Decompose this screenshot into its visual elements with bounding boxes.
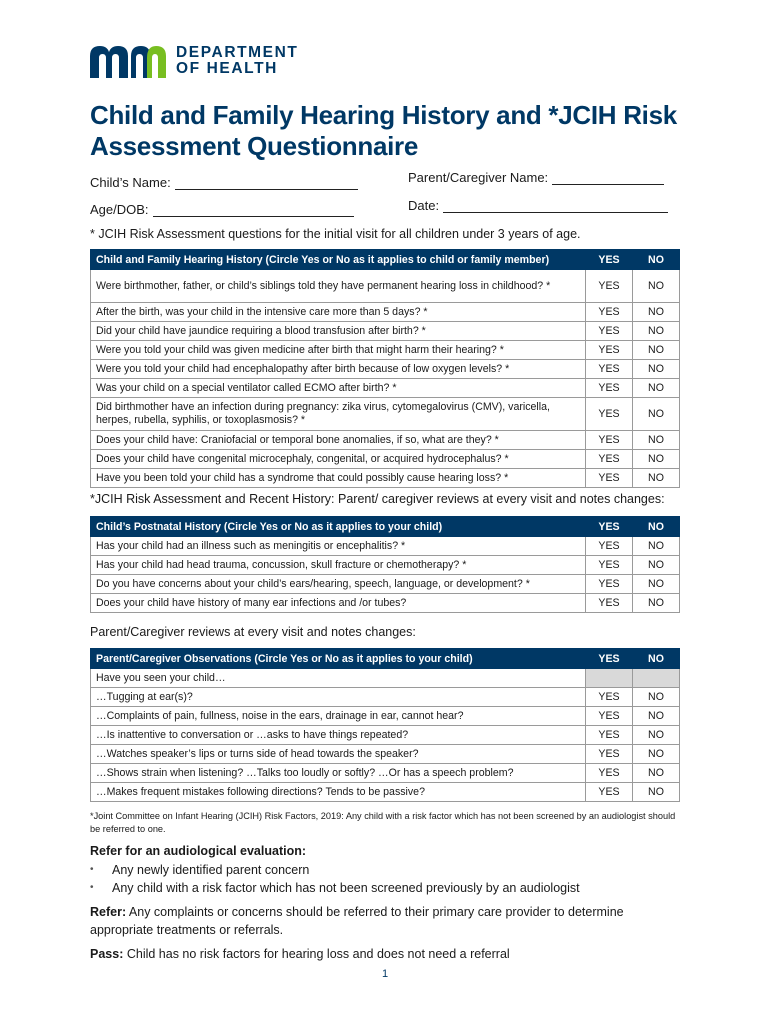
pass-paragraph — [90, 945, 660, 963]
no-option[interactable]: NO — [633, 469, 680, 488]
yes-option[interactable]: YES — [586, 688, 633, 707]
no-option[interactable]: NO — [633, 707, 680, 726]
table-header-label: Child and Family Hearing History (Circle Yes or No as it applies to child or family member) — [91, 250, 586, 270]
postnatal-history-table — [90, 516, 680, 613]
yes-header: YES — [586, 517, 633, 537]
mdh-logo — [90, 44, 299, 78]
empty-cell — [586, 669, 633, 688]
list-item-text: Any newly identified parent concern — [112, 863, 310, 877]
question-text: Did your child have jaundice requiring a blood transfusion after birth? * — [91, 322, 586, 341]
yes-option[interactable]: YES — [586, 764, 633, 783]
no-option[interactable]: NO — [633, 764, 680, 783]
table-header — [91, 250, 680, 270]
table-row — [91, 575, 680, 594]
yes-option[interactable]: YES — [586, 707, 633, 726]
age-dob-line[interactable] — [153, 203, 354, 217]
table-row — [91, 726, 680, 745]
no-option[interactable]: NO — [633, 322, 680, 341]
lead-text: Have you seen your child… — [91, 669, 586, 688]
age-dob-field[interactable] — [90, 202, 354, 217]
yes-option[interactable]: YES — [586, 783, 633, 802]
yes-option[interactable]: YES — [586, 726, 633, 745]
bullet-icon: • — [90, 864, 94, 875]
question-text: Does your child have: Craniofacial or temporal bone anomalies, if so, what are they? * — [91, 431, 586, 450]
logo-line2: OF HEALTH — [176, 60, 278, 77]
page-title: Child and Family Hearing History and *JCIH Risk Assessment Questionnaire — [90, 100, 677, 161]
logo-wordmark — [176, 45, 299, 77]
table-row — [91, 783, 680, 802]
no-option[interactable]: NO — [633, 303, 680, 322]
bullet-icon: • — [90, 882, 94, 893]
refer-eval-list — [90, 861, 580, 897]
section2-note: *JCIH Risk Assessment and Recent History: Parent/ caregiver reviews at every visit and notes changes: — [90, 492, 665, 506]
table-row — [91, 556, 680, 575]
question-text: Was your child on a special ventilator called ECMO after birth? * — [91, 379, 586, 398]
parent-name-label: Parent/Caregiver Name: — [408, 170, 549, 185]
hearing-history-table — [90, 249, 680, 488]
table-row — [91, 270, 680, 303]
question-text: Does your child have congenital microcephaly, congenital, or acquired hydrocephalus? * — [91, 450, 586, 469]
no-option[interactable]: NO — [633, 450, 680, 469]
no-option[interactable]: NO — [633, 575, 680, 594]
yes-option[interactable]: YES — [586, 745, 633, 764]
refer-eval-heading: Refer for an audiological evaluation: — [90, 844, 307, 858]
yes-option[interactable]: YES — [586, 431, 633, 450]
parent-name-field[interactable] — [408, 170, 664, 185]
refer-label: Refer: — [90, 905, 127, 919]
question-text: Has your child had an illness such as meningitis or encephalitis? * — [91, 537, 586, 556]
no-option[interactable]: NO — [633, 745, 680, 764]
question-text: Did birthmother have an infection during pregnancy: zika virus, cytomegalovirus (CMV), varicella, herpes, rubella, syphilis, or toxoplasmosis? * — [91, 398, 586, 431]
table-row — [91, 764, 680, 783]
section3-note: Parent/Caregiver reviews at every visit and notes changes: — [90, 625, 416, 639]
no-option[interactable]: NO — [633, 726, 680, 745]
no-option[interactable]: NO — [633, 556, 680, 575]
no-option[interactable]: NO — [633, 537, 680, 556]
question-text: Do you have concerns about your child’s ears/hearing, speech, language, or development? * — [91, 575, 586, 594]
yes-option[interactable]: YES — [586, 379, 633, 398]
question-text: …Complaints of pain, fullness, noise in the ears, drainage in ear, cannot hear? — [91, 707, 586, 726]
no-option[interactable]: NO — [633, 594, 680, 613]
question-text: …Tugging at ear(s)? — [91, 688, 586, 707]
table-row — [91, 341, 680, 360]
empty-cell — [633, 669, 680, 688]
table-row — [91, 398, 680, 431]
question-text: …Shows strain when listening? …Talks too loudly or softly? …Or has a speech problem? — [91, 764, 586, 783]
question-text: Does your child have history of many ear infections and /or tubes? — [91, 594, 586, 613]
jcih-footnote: *Joint Committee on Infant Hearing (JCIH) Risk Factors, 2019: Any child with a risk factor which has not been screened by an audiologist should be referred to one. — [90, 811, 676, 834]
logo-line1: DEPARTMENT — [176, 44, 299, 61]
list-item-text: Any child with a risk factor which has not been screened previously by an audiologist — [112, 881, 580, 895]
child-name-line[interactable] — [175, 176, 358, 190]
yes-option[interactable]: YES — [586, 341, 633, 360]
question-text: …Makes frequent mistakes following directions? Tends to be passive? — [91, 783, 586, 802]
question-text: …Is inattentive to conversation or …asks to have things repeated? — [91, 726, 586, 745]
table-header — [91, 517, 680, 537]
table-row — [91, 745, 680, 764]
question-text: …Watches speaker’s lips or turns side of head towards the speaker? — [91, 745, 586, 764]
page-number: 1 — [381, 968, 389, 980]
no-option[interactable]: NO — [633, 688, 680, 707]
list-item — [90, 879, 580, 897]
yes-header: YES — [586, 649, 633, 669]
date-field[interactable] — [408, 198, 668, 213]
table-row — [91, 594, 680, 613]
table-header-label: Child’s Postnatal History (Circle Yes or No as it applies to your child) — [91, 517, 586, 537]
question-text: Has your child had head trauma, concussion, skull fracture or chemotherapy? * — [91, 556, 586, 575]
no-header: NO — [633, 250, 680, 270]
pass-text: Child has no risk factors for hearing loss and does not need a referral — [126, 947, 510, 961]
no-header: NO — [633, 517, 680, 537]
yes-option[interactable]: YES — [586, 594, 633, 613]
question-text: Were you told your child was given medicine after birth that might harm their hearing? * — [91, 341, 586, 360]
table-row — [91, 360, 680, 379]
list-item — [90, 861, 580, 879]
table-row — [91, 688, 680, 707]
no-option[interactable]: NO — [633, 360, 680, 379]
yes-option[interactable]: YES — [586, 469, 633, 488]
table-row — [91, 431, 680, 450]
no-option[interactable]: NO — [633, 270, 680, 303]
yes-option[interactable]: YES — [586, 575, 633, 594]
yes-option[interactable]: YES — [586, 398, 633, 431]
refer-text: Any complaints or concerns should be referred to their primary care provider to determine appropriate treatments or referrals. — [90, 905, 624, 937]
yes-option[interactable]: YES — [586, 322, 633, 341]
table-row — [91, 707, 680, 726]
table-header — [91, 649, 680, 669]
question-text: Were you told your child had encephalopathy after birth because of low oxygen levels? * — [91, 360, 586, 379]
question-text: Were birthmother, father, or child’s siblings told they have permanent hearing loss in childhood? * — [91, 270, 586, 303]
age-dob-label: Age/DOB: — [90, 202, 149, 217]
table-row — [91, 322, 680, 341]
child-name-label: Child’s Name: — [90, 175, 171, 190]
yes-option[interactable]: YES — [586, 270, 633, 303]
mdh-logo-mark-icon — [90, 44, 166, 78]
intro-note: * JCIH Risk Assessment questions for the initial visit for all children under 3 years of age. — [90, 227, 581, 241]
table-row — [91, 379, 680, 398]
pass-label: Pass: — [90, 947, 124, 961]
child-name-field[interactable] — [90, 175, 358, 190]
yes-option[interactable]: YES — [586, 537, 633, 556]
date-line[interactable] — [443, 199, 668, 213]
table-header-label: Parent/Caregiver Observations (Circle Yes or No as it applies to your child) — [91, 649, 586, 669]
observations-table — [90, 648, 680, 802]
table-row — [91, 669, 680, 688]
yes-option[interactable]: YES — [586, 303, 633, 322]
parent-name-line[interactable] — [552, 171, 664, 185]
table-row — [91, 450, 680, 469]
yes-option[interactable]: YES — [586, 556, 633, 575]
no-option[interactable]: NO — [633, 341, 680, 360]
table-row — [91, 303, 680, 322]
table-row — [91, 469, 680, 488]
date-label: Date: — [408, 198, 440, 213]
question-text: After the birth, was your child in the intensive care more than 5 days? * — [91, 303, 586, 322]
no-option[interactable]: NO — [633, 379, 680, 398]
yes-option[interactable]: YES — [586, 360, 633, 379]
no-option[interactable]: NO — [633, 398, 680, 431]
question-text: Have you been told your child has a syndrome that could possibly cause hearing loss? * — [91, 469, 586, 488]
no-option[interactable]: NO — [633, 783, 680, 802]
yes-header: YES — [586, 250, 633, 270]
refer-paragraph — [90, 903, 660, 939]
no-option[interactable]: NO — [633, 431, 680, 450]
no-header: NO — [633, 649, 680, 669]
yes-option[interactable]: YES — [586, 450, 633, 469]
table-row — [91, 537, 680, 556]
